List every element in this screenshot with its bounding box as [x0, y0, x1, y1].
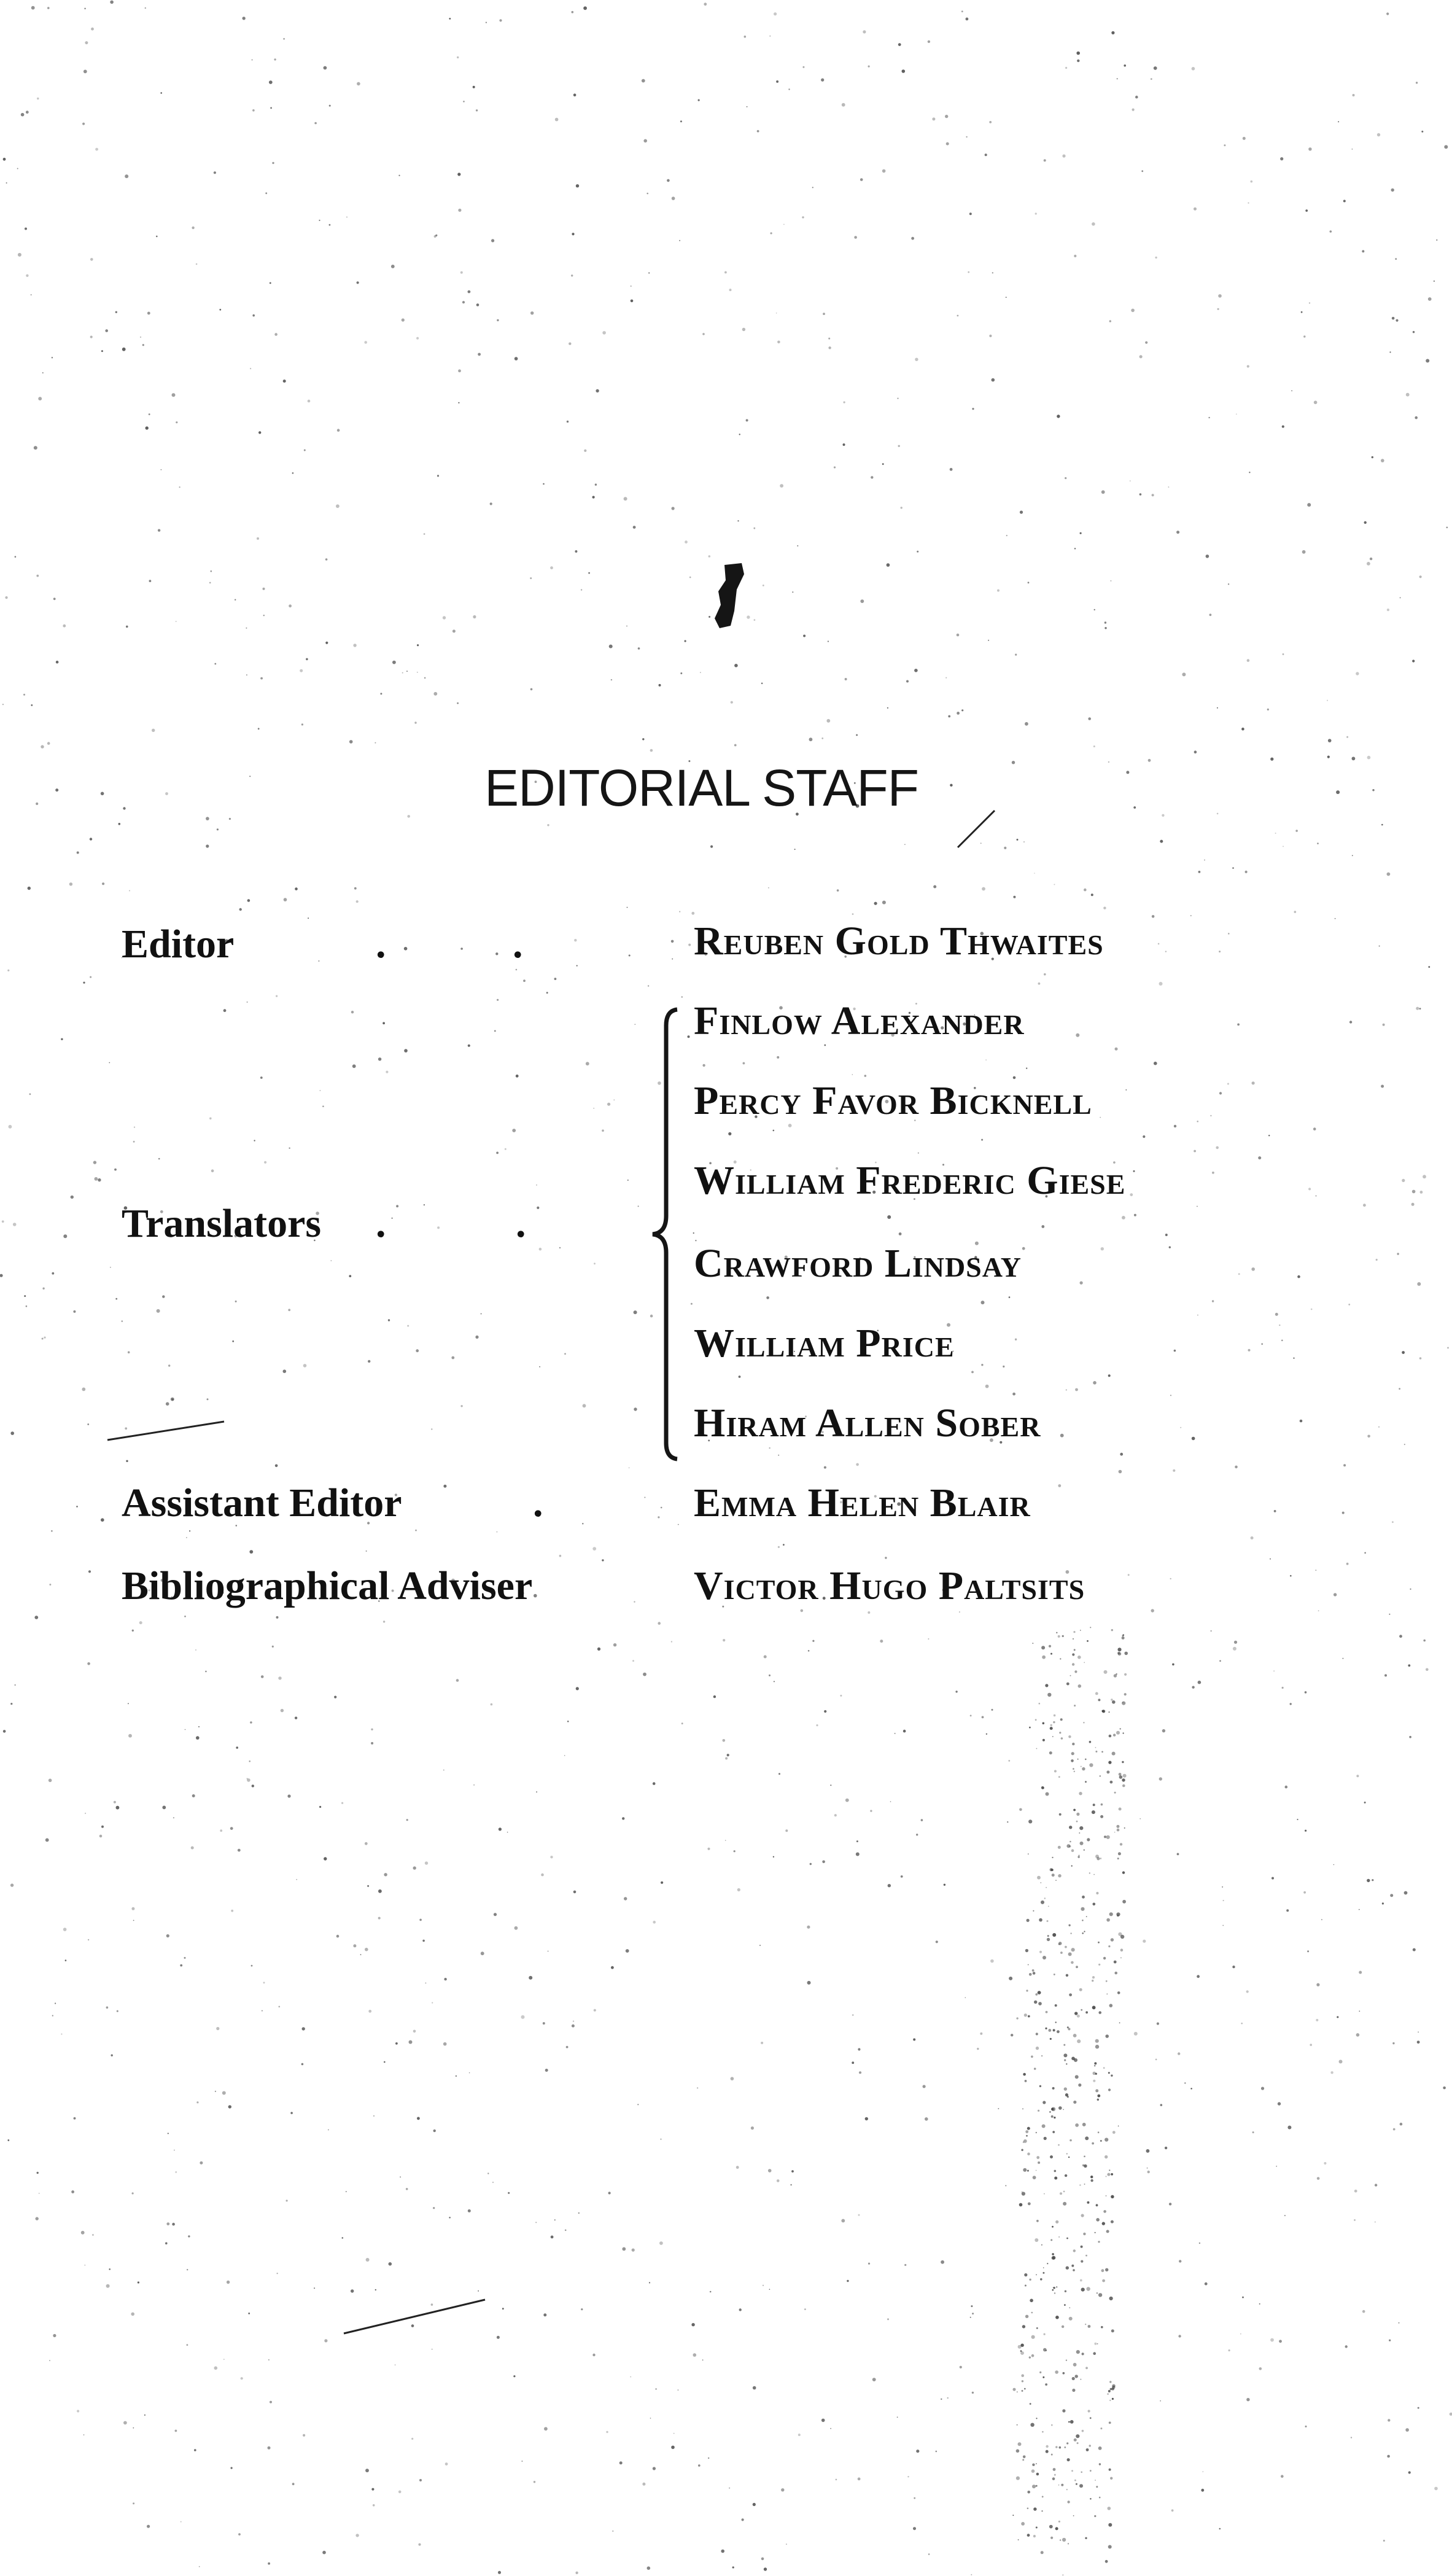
translator-name: William Price: [694, 1321, 955, 1366]
translator-name: Finlow Alexander: [694, 998, 1025, 1043]
role-editor-leader: . .: [376, 922, 523, 967]
role-translators-leader: . .: [376, 1201, 526, 1246]
translator-name: Percy Favor Bicknell: [694, 1078, 1092, 1123]
role-bibliographical-adviser-label: Bibliographical Adviser: [122, 1563, 533, 1608]
role-editor-label: Editor: [122, 922, 235, 967]
translator-name: William Frederic Giese: [694, 1158, 1126, 1203]
editor-name: Reuben Gold Thwaites: [694, 919, 1104, 963]
role-assistant-editor-label: Assistant Editor: [122, 1481, 402, 1525]
page-title: EDITORIAL STAFF: [484, 759, 918, 817]
role-assistant-editor-leader: .: [533, 1481, 543, 1525]
curly-brace-icon: [648, 1007, 685, 1461]
translator-name: Hiram Allen Sober: [694, 1401, 1041, 1446]
assistant-editor-name: Emma Helen Blair: [694, 1481, 1031, 1525]
role-translators-label: Translators: [122, 1201, 322, 1246]
translator-name: Crawford Lindsay: [694, 1241, 1022, 1286]
bibliographical-adviser-name: Victor Hugo Paltsits: [694, 1563, 1085, 1608]
ink-blot-mark: [706, 562, 749, 629]
